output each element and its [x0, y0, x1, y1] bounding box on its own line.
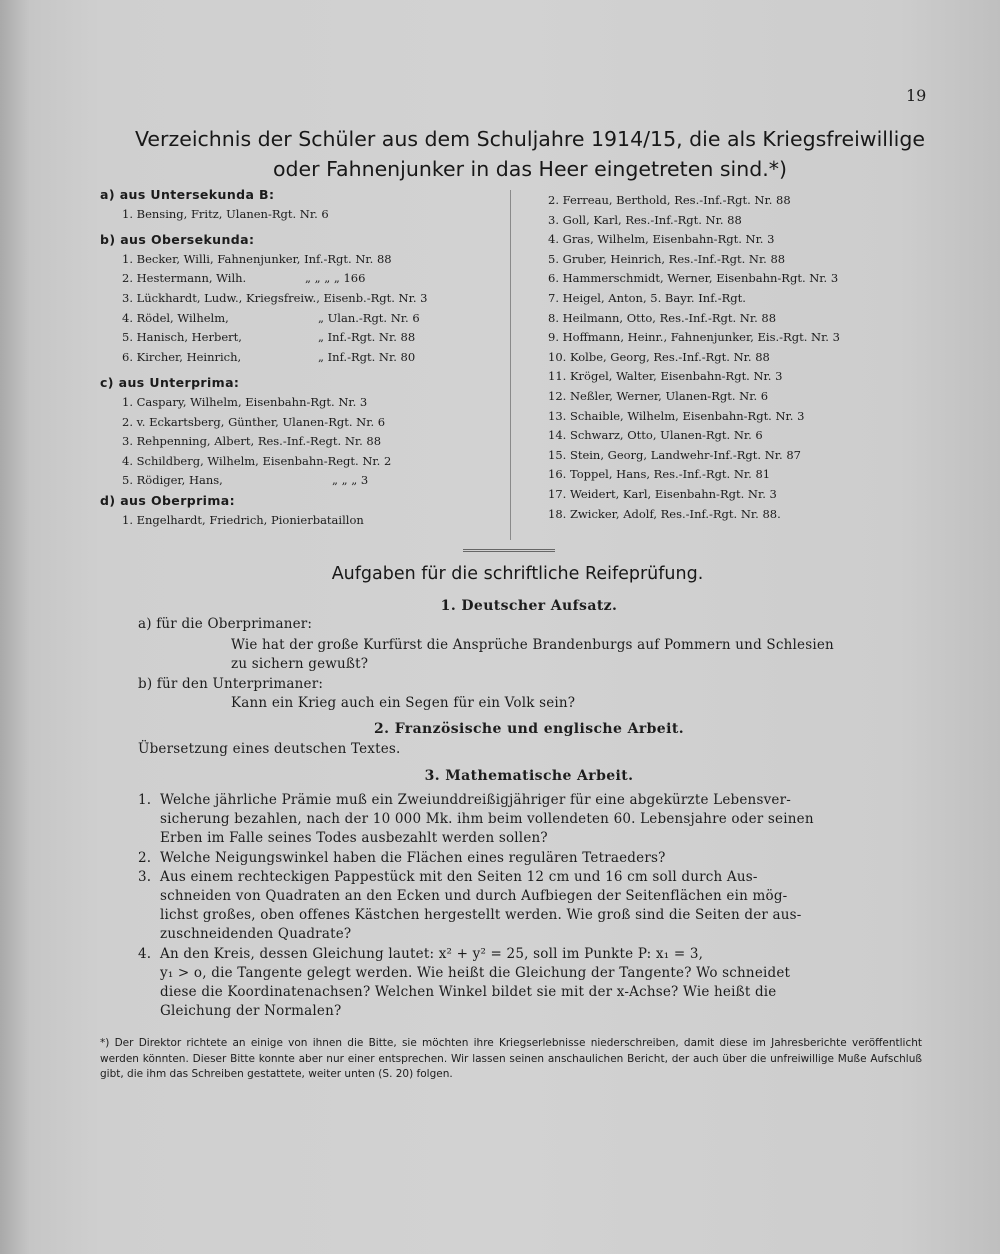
section-heading-a: a) aus Untersekunda B: [100, 187, 275, 202]
list-item: 4. Schildberg, Wilhelm, Eisenbahn-Regt. Nr. 2 [122, 453, 392, 468]
list-item-unit: „ Inf.-Rgt. Nr. 88 [318, 330, 416, 345]
title-line-1: Verzeichnis der Schüler aus dem Schuljahre 1914/15, die als Kriegsfreiwillige [134, 127, 925, 151]
label-unterprimaner: b) für den Unterprimaner: [138, 676, 324, 692]
question-number: 3. [138, 869, 152, 885]
list-item: 11. Krögel, Walter, Eisenbahn-Rgt. Nr. 3 [548, 369, 783, 384]
essay-topic-b: Kann ein Krieg auch ein Segen für ein Volk sein? [231, 695, 576, 711]
question-number: 2. [138, 850, 152, 866]
list-item: 1. Engelhardt, Friedrich, Pionierbataillon [122, 512, 364, 527]
list-item-name: 5. Hanisch, Herbert, [122, 330, 242, 345]
question-3-line-2: schneiden von Quadraten an den Ecken und durch Aufbiegen der Seitenflächen ein mög- [160, 888, 788, 904]
list-item: 12. Neßler, Werner, Ulanen-Rgt. Nr. 6 [548, 388, 769, 403]
list-item: 1. Becker, Willi, Fahnenjunker, Inf.-Rgt. Nr. 88 [122, 251, 392, 266]
list-item-unit: „ Inf.-Rgt. Nr. 80 [318, 349, 416, 364]
section-title-math: 3. Mathematische Arbeit. [424, 768, 634, 784]
question-2-line-1: Welche Neigungswinkel haben die Flächen eines regulären Tetraeders? [160, 850, 666, 866]
question-3-line-1: Aus einem rechteckigen Pappestück mit den Seiten 12 cm und 16 cm soll durch Aus- [160, 869, 758, 885]
list-item-unit: „ Ulan.-Rgt. Nr. 6 [318, 310, 420, 325]
exam-heading: Aufgaben für die schriftliche Reifeprüfung. [331, 564, 704, 584]
list-item-name: 6. Kircher, Heinrich, [122, 349, 242, 364]
list-item: 8. Heilmann, Otto, Res.-Inf.-Rgt. Nr. 88 [548, 310, 777, 325]
question-4-line-1: An den Kreis, dessen Gleichung lautet: x² + y² = 25, soll im Punkte P: x₁ = 3, [160, 946, 704, 962]
list-item: 13. Schaible, Wilhelm, Eisenbahn-Rgt. Nr. 3 [548, 408, 805, 423]
list-item-ditto: „ „ „ 3 [332, 473, 369, 488]
section-heading-d: d) aus Oberprima: [100, 492, 236, 508]
list-item: 7. Heigel, Anton, 5. Bayr. Inf.-Rgt. [548, 290, 746, 305]
question-3-line-3: lichst großes, oben offenes Kästchen hergestellt werden. Wie groß sind die Seiten der aus- [160, 907, 802, 923]
list-item: 1. Caspary, Wilhelm, Eisenbahn-Rgt. Nr. 3 [122, 394, 368, 409]
list-item: 3. Rehpenning, Albert, Res.-Inf.-Regt. Nr. 88 [122, 434, 382, 449]
section-title-languages: 2. Französische und englische Arbeit. [374, 721, 684, 737]
question-3-line-4: zuschneidenden Quadrate? [160, 926, 352, 942]
list-item: 6. Hammerschmidt, Werner, Eisenbahn-Rgt. Nr. 3 [548, 271, 839, 286]
list-item: 4. Gras, Wilhelm, Eisenbahn-Rgt. Nr. 3 [548, 232, 775, 247]
question-1-line-3: Erben im Falle seines Todes ausbezahlt werden sollen? [160, 830, 548, 846]
list-item: 5. Gruber, Heinrich, Res.-Inf.-Rgt. Nr. 88 [548, 251, 786, 266]
title-line-2: oder Fahnenjunker in das Heer eingetreten sind.*) [273, 157, 787, 181]
list-item: 2. v. Eckartsberg, Günther, Ulanen-Rgt. Nr. 6 [122, 414, 386, 429]
list-item: 16. Toppel, Hans, Res.-Inf.-Rgt. Nr. 81 [548, 467, 771, 482]
label-oberprimaner: a) für die Oberprimaner: [138, 616, 313, 632]
question-number: 1. [138, 792, 152, 808]
question-1-line-2: sicherung bezahlen, nach der 10 000 Mk. ihm beim vollendeten 60. Lebensjahre oder seinen [160, 811, 814, 827]
languages-text: Übersetzung eines deutschen Textes. [138, 741, 401, 757]
list-item-name: 4. Rödel, Wilhelm, [122, 310, 229, 325]
list-item: 15. Stein, Georg, Landwehr-Inf.-Rgt. Nr. 87 [548, 447, 801, 462]
section-heading-b: b) aus Obersekunda: [100, 232, 255, 248]
page-number: 19 [906, 86, 927, 105]
list-item-name: 5. Rödiger, Hans, [122, 473, 223, 488]
question-number: 4. [138, 946, 152, 962]
list-item: 2. Ferreau, Berthold, Res.-Inf.-Rgt. Nr. 88 [548, 193, 791, 207]
footnote: *) Der Direktor richtete an einige von ihnen die Bitte, sie möchten ihre Kriegserlebnisse niederschreiben, damit diese im Jahresberichte veröffentlicht werden könnten. Dieser Bitte konnte aber nur einer entsprechen. Wir lassen seinen anschaulichen Bericht, der auch über die unfreiwillige Muße Aufschluß gibt, die ihm das Schreiben gestattete, weiter unten (S. 20) folgen. [100, 1037, 922, 1080]
list-item: 17. Weidert, Karl, Eisenbahn-Rgt. Nr. 3 [548, 486, 777, 501]
list-item: 3. Goll, Karl, Res.-Inf.-Rgt. Nr. 88 [548, 212, 742, 227]
list-item: 10. Kolbe, Georg, Res.-Inf.-Rgt. Nr. 88 [548, 349, 770, 364]
question-4-line-4: Gleichung der Normalen? [160, 1003, 342, 1019]
list-item: 14. Schwarz, Otto, Ulanen-Rgt. Nr. 6 [548, 428, 763, 443]
section-heading-c: c) aus Unterprima: [100, 375, 240, 391]
list-item-ditto: „ „ „ „ 166 [305, 271, 366, 286]
list-item: 18. Zwicker, Adolf, Res.-Inf.-Rgt. Nr. 88. [548, 506, 781, 521]
section-title-german: 1. Deutscher Aufsatz. [440, 598, 618, 614]
list-item: 1. Bensing, Fritz, Ulanen-Rgt. Nr. 6 [122, 206, 329, 221]
list-item: 9. Hoffmann, Heinr., Fahnenjunker, Eis.-Rgt. Nr. 3 [548, 330, 840, 345]
essay-topic-a-line-1: Wie hat der große Kurfürst die Ansprüche Brandenburgs auf Pommern und Schlesien [231, 637, 834, 653]
essay-topic-a-line-2: zu sichern gewußt? [231, 656, 369, 672]
list-item-name: 2. Hestermann, Wilh. [122, 271, 247, 286]
list-item: 3. Lückhardt, Ludw., Kriegsfreiw., Eisenb.-Rgt. Nr. 3 [122, 290, 428, 305]
question-4-line-3: diese die Koordinatenachsen? Welchen Winkel bildet sie mit der x-Achse? Wie heißt die [160, 984, 777, 1000]
question-1-line-1: Welche jährliche Prämie muß ein Zweiunddreißigjähriger für eine abgekürzte Lebensver- [160, 792, 792, 808]
question-4-line-2: y₁ > o, die Tangente gelegt werden. Wie heißt die Gleichung der Tangente? Wo schneidet [160, 965, 791, 981]
